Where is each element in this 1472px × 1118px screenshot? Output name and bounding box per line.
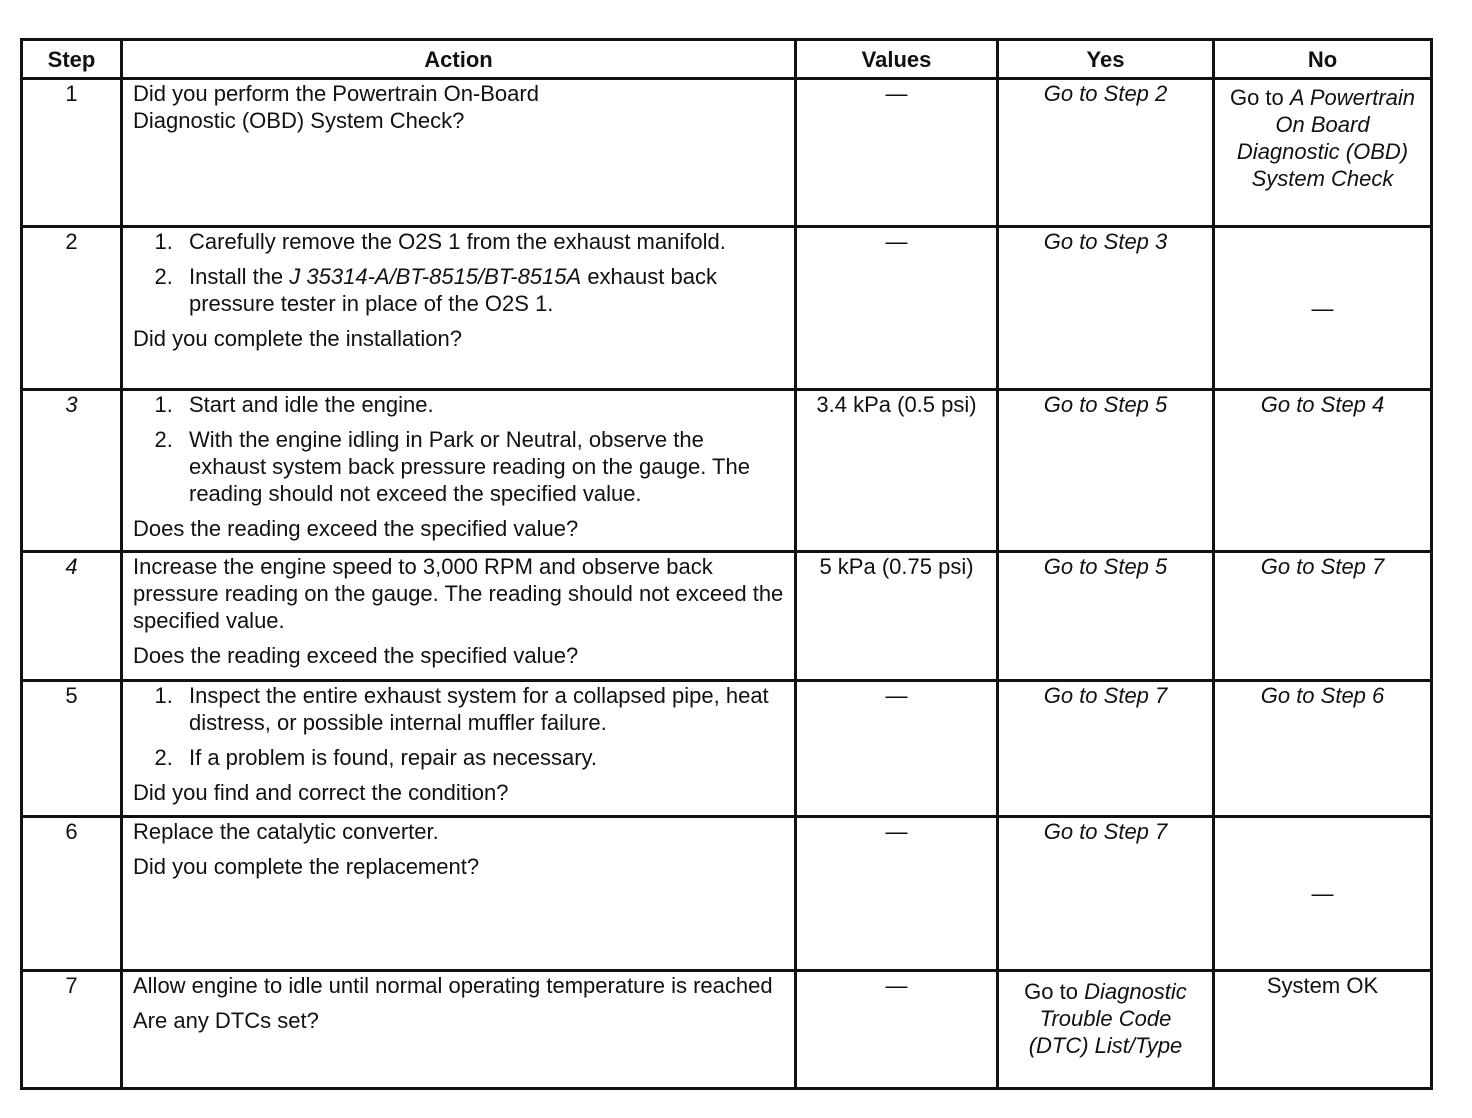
yes-cell: Go to Step 7 [998, 817, 1214, 971]
action-list-item: 1. Carefully remove the O2S 1 from the exhaust manifold. [179, 228, 784, 255]
no-cell: — [1214, 817, 1432, 971]
table-row [22, 390, 1432, 552]
step-number: 2 [22, 227, 122, 390]
table-row [22, 552, 1432, 681]
header-row [22, 40, 1432, 79]
action-question: Did you find and correct the condition? [133, 780, 509, 805]
values-cell: 3.4 kPa (0.5 psi) [796, 390, 998, 552]
action-cell [122, 227, 796, 390]
values-cell: — [796, 79, 998, 227]
header-no: No [1214, 40, 1432, 79]
action-question: Are any DTCs set? [133, 1008, 319, 1033]
step-number: 3 [22, 390, 122, 552]
table-row [22, 817, 1432, 971]
yes-cell: Go to Step 7 [998, 681, 1214, 817]
action-cell [122, 390, 796, 552]
action-cell [122, 552, 796, 681]
diagnostic-table [20, 38, 1433, 1090]
action-list [133, 228, 784, 317]
action-cell [122, 681, 796, 817]
values-cell: — [796, 817, 998, 971]
action-cell [122, 971, 796, 1089]
no-cell: Go to Step 6 [1214, 681, 1432, 817]
yes-cell: Go to Step 3 [998, 227, 1214, 390]
values-cell: — [796, 971, 998, 1089]
action-list-item: 2. If a problem is found, repair as necessary. [179, 744, 784, 771]
action-list-item: 1. Inspect the entire exhaust system for a collapsed pipe, heat distress, or possible internal muffler failure. [179, 682, 784, 736]
header-values: Values [796, 40, 998, 79]
action-list [133, 391, 784, 507]
yes-cell: Go to Step 5 [998, 390, 1214, 552]
yes-link-text: Diagnostic Trouble Code (DTC) List/Type [1028, 979, 1187, 1058]
action-list-item [179, 263, 784, 317]
header-yes: Yes [998, 40, 1214, 79]
values-cell: — [796, 227, 998, 390]
action-question: Did you complete the installation? [133, 326, 462, 351]
item-text: exhaust back pressure tester in place of the O2S 1. [189, 264, 717, 316]
yes-cell [998, 971, 1214, 1089]
step-number: 7 [22, 971, 122, 1089]
table-row [22, 227, 1432, 390]
action-list [133, 682, 784, 771]
step-number: 4 [22, 552, 122, 681]
no-prefix: Go to [1229, 85, 1290, 110]
action-text: Increase the engine speed to 3,000 RPM and observe back pressure reading on the gauge. The reading should not exceed the specified value. [133, 554, 784, 633]
header-step: Step [22, 40, 122, 79]
values-cell: 5 kPa (0.75 psi) [796, 552, 998, 681]
no-cell: System OK [1214, 971, 1432, 1089]
table-row [22, 971, 1432, 1089]
table-row [22, 79, 1432, 227]
no-cell: Go to Step 7 [1214, 552, 1432, 681]
step-number: 5 [22, 681, 122, 817]
header-action: Action [122, 40, 796, 79]
values-cell: — [796, 681, 998, 817]
action-question: Did you complete the replacement? [133, 854, 480, 879]
step-number: 1 [22, 79, 122, 227]
step-number: 6 [22, 817, 122, 971]
no-cell [1214, 79, 1432, 227]
yes-prefix: Go to [1024, 979, 1085, 1004]
action-question: Does the reading exceed the specified value? [133, 516, 579, 541]
tool-number: J 35314-A/BT-8515/BT-8515A [289, 264, 582, 289]
action-cell [122, 79, 796, 227]
action-text: Allow engine to idle until normal operating temperature is reached [133, 973, 773, 998]
yes-cell: Go to Step 5 [998, 552, 1214, 681]
item-text: Install the [189, 264, 290, 289]
no-link-text: A Powertrain On Board Diagnostic (OBD) System Check [1236, 85, 1416, 191]
action-text: Replace the catalytic converter. [133, 819, 439, 844]
yes-cell: Go to Step 2 [998, 79, 1214, 227]
table-row [22, 681, 1432, 817]
action-list-item: 2. With the engine idling in Park or Neutral, observe the exhaust system back pressure reading on the gauge. The reading should not exceed the specified value. [179, 426, 784, 507]
action-list-item: 1. Start and idle the engine. [179, 391, 784, 418]
no-cell: — [1214, 227, 1432, 390]
action-cell [122, 817, 796, 971]
no-cell: Go to Step 4 [1214, 390, 1432, 552]
action-question: Does the reading exceed the specified value? [133, 643, 579, 668]
action-text: Did you perform the Powertrain On-Board Diagnostic (OBD) System Check? [133, 81, 539, 133]
